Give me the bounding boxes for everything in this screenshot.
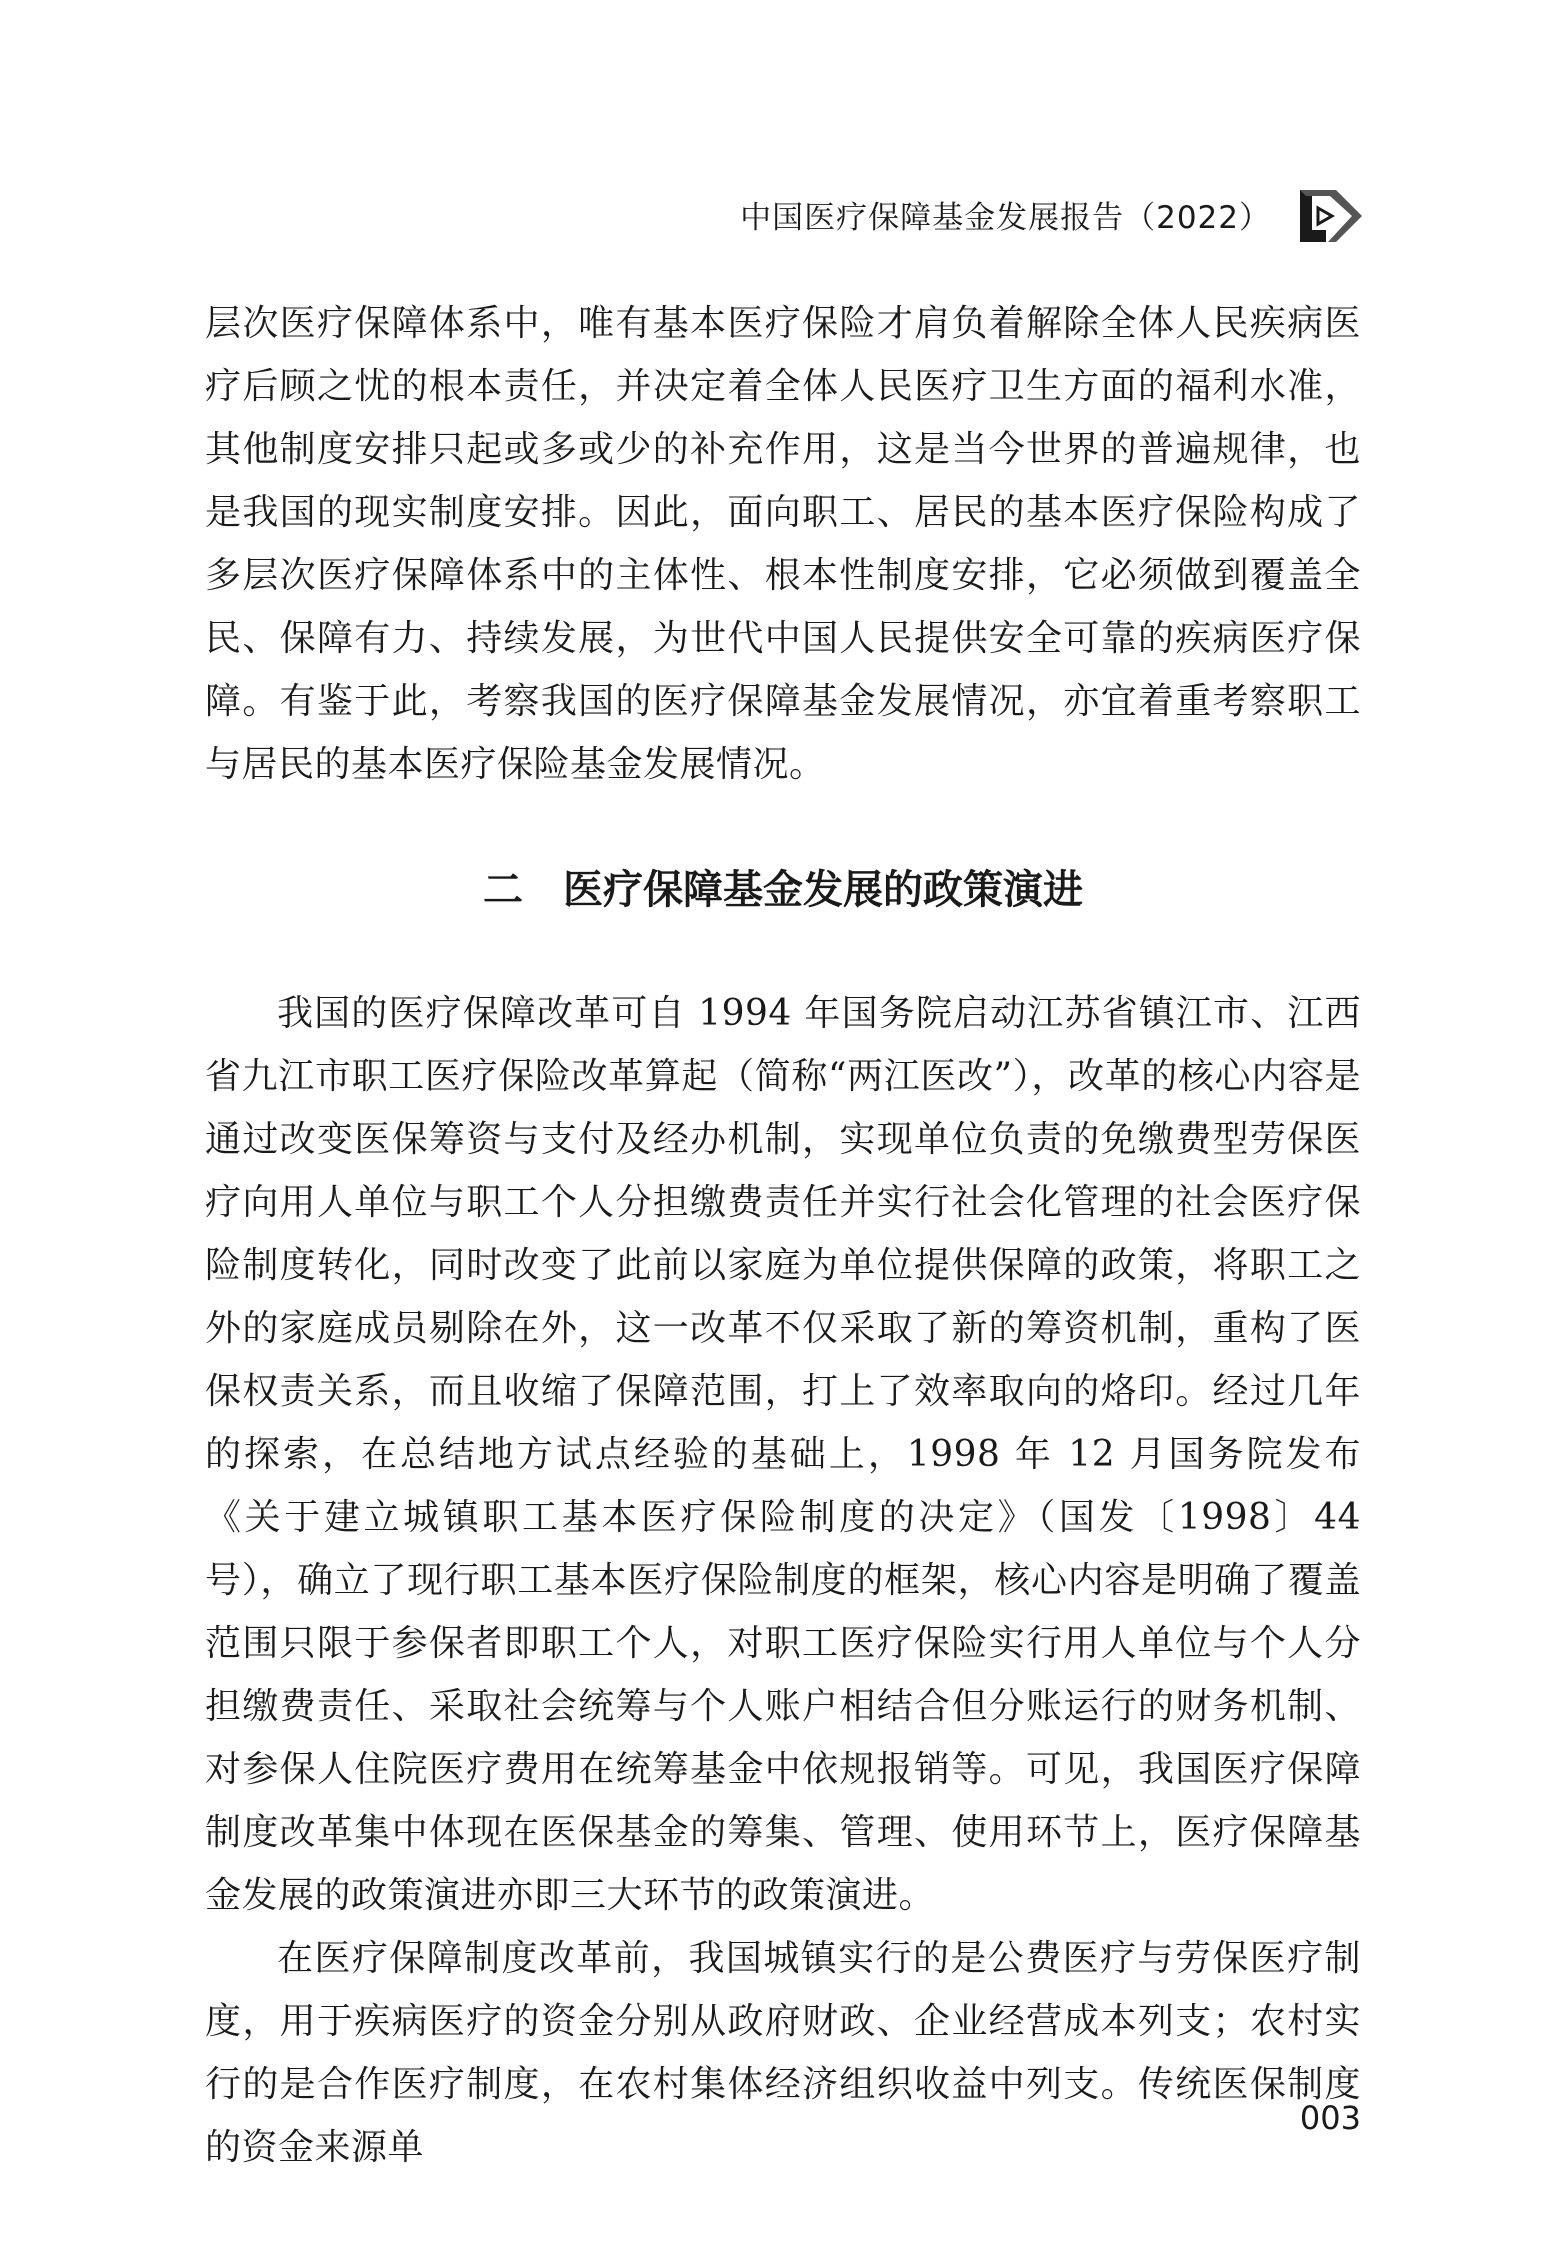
intro-text-block <box>205 292 1361 796</box>
paragraph: 我国的医疗保障改革可自 1994 年国务院启动江苏省镇江市、江西省九江市职工医疗保险改革算起（简称“两江医改”），改革的核心内容是通过改变医保筹资与支付及经办机制，实现单位负责的免缴费型劳保医疗向用人单位与职工个人分担缴费责任并实行社会化管理的社会医疗保险制度转化，同时改变了此前以家庭为单位提供保障的政策，将职工之外的家庭成员剔除在外，这一改革不仅采取了新的筹资机制，重构了医保权责关系，而且收缩了保障范围，打上了效率取向的烙印。经过几年的探索，在总结地方试点经验的基础上，1998 年 12 月国务院发布《关于建立城镇职工基本医疗保险制度的决定》（国发〔1998〕44 号），确立了现行职工基本医疗保险制度的框架，核心内容是明确了覆盖范围只限于参保者即职工个人，对职工医疗保险实行用人单位与个人分担缴费责任、采取社会统筹与个人账户相结合但分账运行的财务机制、对参保人住院医疗费用在统筹基金中依规报销等。可见，我国医疗保障制度改革集中体现在医保基金的筹集、管理、使用环节上，医疗保障基金发展的政策演进亦即三大环节的政策演进。 <box>205 993 1361 1916</box>
section-text-block <box>205 982 1361 2179</box>
running-header-title: 中国医疗保障基金发展报告（2022） <box>740 200 1271 236</box>
paragraph: 层次医疗保障体系中，唯有基本医疗保险才肩负着解除全体人民疾病医疗后顾之忧的根本责任，并决定着全体人民医疗卫生方面的福利水准，其他制度安排只起或多或少的补充作用，这是当今世界的普遍规律，也是我国的现实制度安排。因此，面向职工、居民的基本医疗保险构成了多层次医疗保障体系中的主体性、根本性制度安排，它必须做到覆盖全民、保障有力、持续发展，为世代中国人民提供安全可靠的疾病医疗保障。有鉴于此，考察我国的医疗保障基金发展情况，亦宜着重考察职工与居民的基本医疗保险基金发展情况。 <box>205 303 1361 785</box>
paragraph: 在医疗保障制度改革前，我国城镇实行的是公费医疗与劳保医疗制度，用于疾病医疗的资金分别从政府财政、企业经营成本列支；农村实行的是合作医疗制度，在农村集体经济组织收益中列支。传统医保制度的资金来源单 <box>205 1938 1361 2168</box>
page-number: 003 <box>1299 2099 1361 2137</box>
section-heading: 二 医疗保障基金发展的政策演进 <box>483 867 1083 913</box>
book-corner-arrow-icon <box>1296 186 1366 246</box>
